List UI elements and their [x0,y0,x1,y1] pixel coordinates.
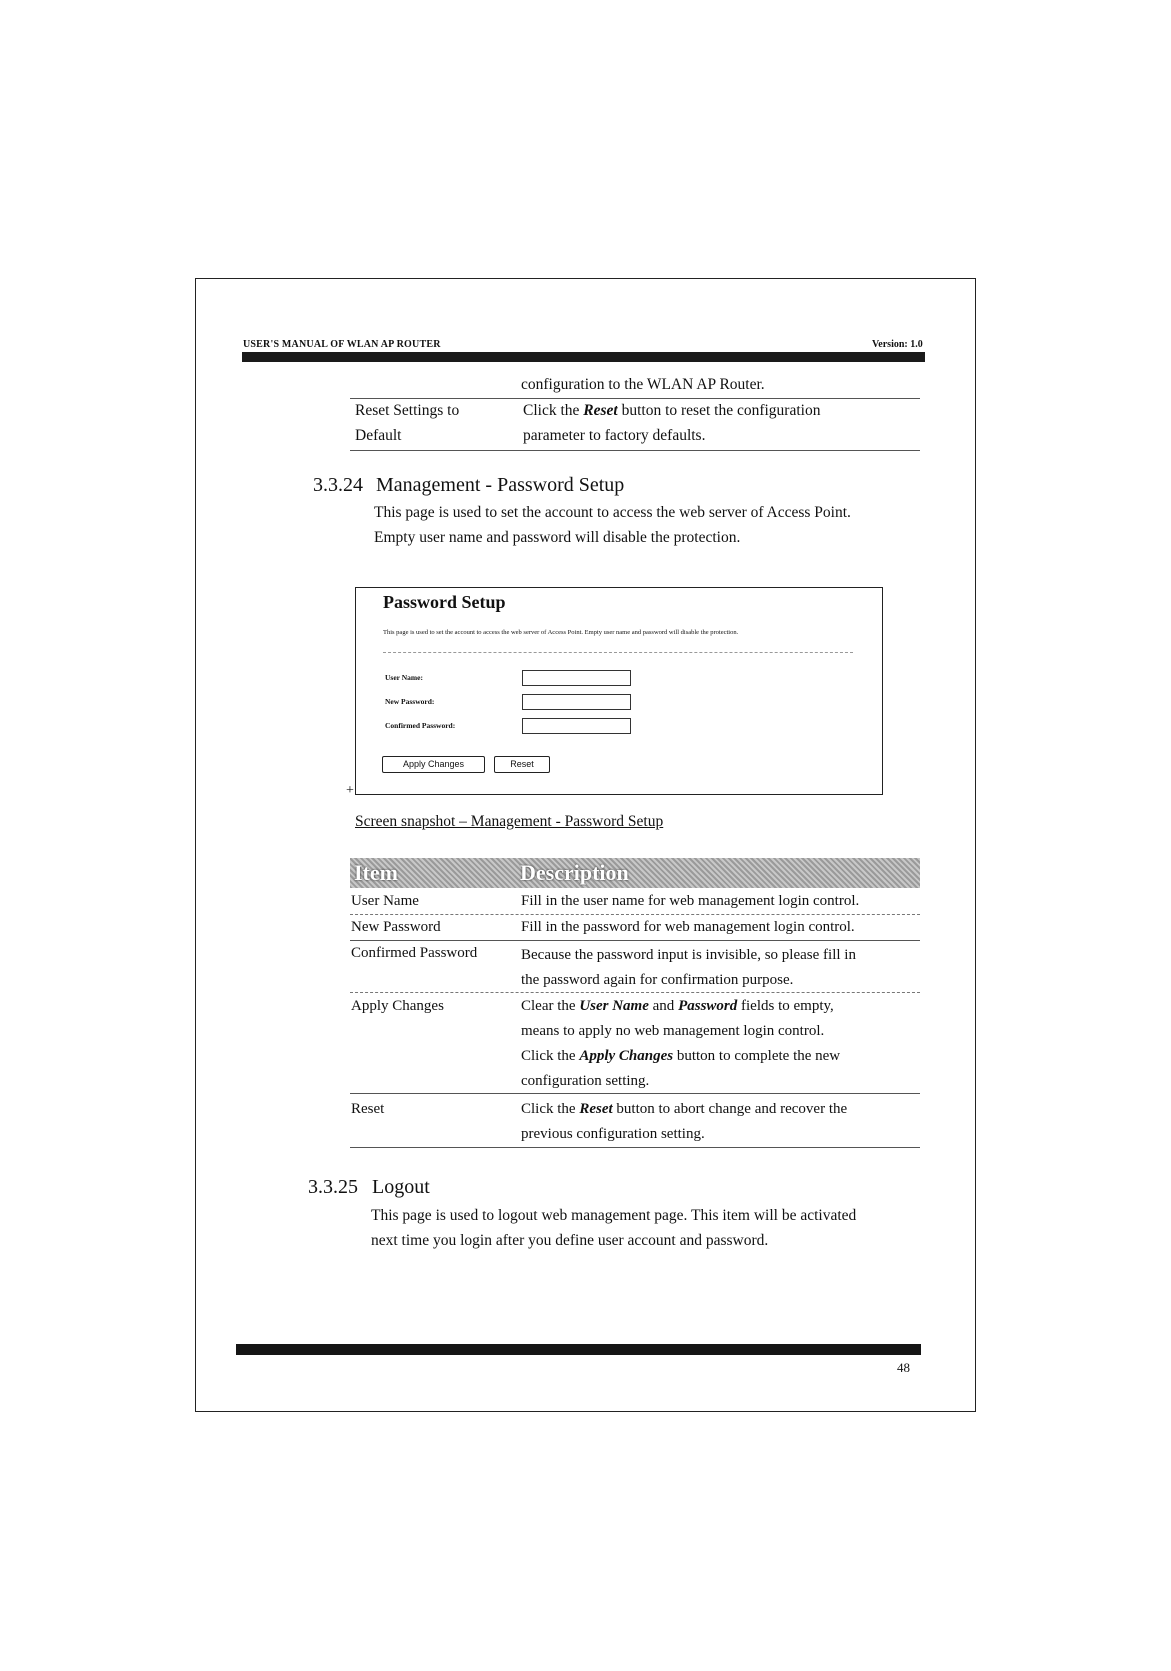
apply-l3-pre: Click the [521,1048,576,1064]
row-new-password-desc: Fill in the password for web management login control. [521,919,855,935]
row-confirmed-desc-line1: Because the password input is invisible, so please fill in [521,947,856,963]
row-reset-desc-line2: previous configuration setting. [521,1126,705,1142]
table-row-divider [350,940,920,941]
section-paragraph-line1: This page is used to set the account to access the web server of Access Point. [374,504,851,521]
crop-mark-plus: + [346,783,354,798]
page-number: 48 [897,1360,910,1375]
logout-paragraph-line2: next time you login after you define user account and password. [371,1232,769,1249]
table-row-divider [350,992,920,993]
new-password-label: New Password: [385,697,435,706]
table-bottom-border [350,1147,920,1148]
apply-l1-mid: and [652,998,675,1014]
row-apply-desc-line1 [521,996,834,1016]
prev-row-desc-line2: parameter to factory defaults. [523,427,706,444]
row-reset-item: Reset [351,1101,385,1117]
header-item: Item [354,860,398,885]
table-row-divider [350,1093,920,1094]
row-apply-desc-line3 [521,1046,840,1066]
header-description: Description [520,860,629,885]
version-label: Version: 1.0 [872,339,923,350]
logout-section-number: 3.3.25 [308,1176,358,1198]
prev-table-divider [350,398,920,399]
prev-row-desc-pre: Click the [523,402,580,419]
header-bar [242,352,925,362]
logout-section-title: Logout [372,1176,430,1198]
row-reset-desc-line1 [521,1099,847,1119]
prev-row-item-line1: Reset Settings to [355,402,460,419]
row-apply-desc-line4: configuration setting. [521,1073,650,1089]
row-apply-item: Apply Changes [351,998,444,1014]
prev-table-carry-text: configuration to the WLAN AP Router. [521,376,765,393]
manual-title: USER'S MANUAL OF WLAN AP ROUTER [243,339,441,350]
table-row-divider [350,914,920,915]
row-user-name-item: User Name [351,893,419,909]
apply-l3-post: button to complete the new [676,1048,841,1064]
user-name-input[interactable] [522,670,631,686]
user-name-label: User Name: [385,673,423,682]
confirmed-password-label: Confirmed Password: [385,721,456,730]
screenshot-description: This page is used to set the account to access the web server of Access Point. Empty user name and password will disable the protection. [383,629,739,636]
screenshot-divider [383,652,853,653]
apply-l1-pre: Clear the [521,998,576,1014]
section-paragraph-line2: Empty user name and password will disable the protection. [374,529,741,546]
row-confirmed-desc-line2: the password again for confirmation purpose. [521,972,794,988]
reset-button[interactable]: Reset [494,756,550,773]
apply-l1-em-username: User Name [579,998,649,1014]
prev-row-desc-line1 [523,401,820,421]
apply-l1-post: fields to empty, [741,998,834,1014]
prev-row-desc-post: button to reset the configuration [621,402,821,419]
reset-l1-pre: Click the [521,1101,576,1117]
apply-changes-button[interactable]: Apply Changes [382,756,485,773]
row-user-name-desc: Fill in the user name for web management login control. [521,893,860,909]
apply-l1-em-password: Password [678,998,738,1014]
row-new-password-item: New Password [351,919,441,935]
section-number: 3.3.24 [313,474,363,496]
table-header [350,858,920,888]
section-title: Management - Password Setup [376,474,625,496]
prev-table-bottom [350,450,920,451]
row-confirmed-item: Confirmed Password [351,945,478,961]
apply-l3-em: Apply Changes [579,1048,674,1064]
reset-l1-em: Reset [579,1101,613,1117]
screenshot-caption: Screen snapshot – Management - Password Setup [355,813,664,830]
new-password-input[interactable] [522,694,631,710]
screenshot-title: Password Setup [383,592,506,612]
reset-l1-post: button to abort change and recover the [616,1101,848,1117]
prev-row-item-line2: Default [355,427,402,444]
confirmed-password-input[interactable] [522,718,631,734]
prev-row-desc-em: Reset [583,402,618,419]
row-apply-desc-line2: means to apply no web management login control. [521,1023,825,1039]
logout-paragraph-line1: This page is used to logout web management page. This item will be activated [371,1207,857,1224]
footer-bar [236,1344,921,1355]
